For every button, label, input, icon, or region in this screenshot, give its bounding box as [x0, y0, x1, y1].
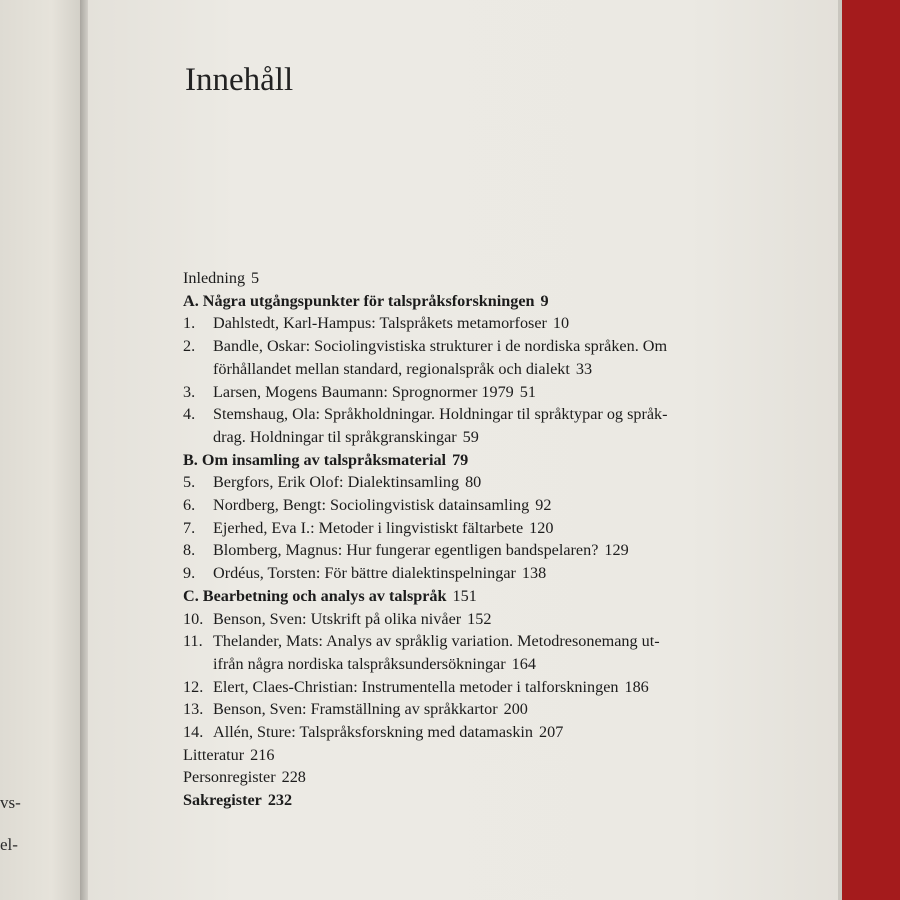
left-page-fragment: el-	[0, 835, 18, 854]
toc-entry-11-continuation	[183, 653, 773, 676]
toc-text: Allén, Sture: Talspråksforskning med datamaskin	[213, 723, 534, 742]
toc-page: 232	[267, 791, 293, 810]
toc-text: Benson, Sven: Utskrift på olika nivåer	[213, 609, 462, 628]
toc-page: 186	[624, 677, 649, 696]
toc-number: 14.	[183, 723, 204, 742]
toc-text: Elert, Claes-Christian: Instrumentella metoder i talforskningen	[213, 677, 619, 696]
toc-entry-11	[183, 630, 773, 653]
toc-text: Stemshaug, Ola: Språkholdningar. Holdningar til språktypar og språk-	[213, 405, 668, 424]
toc-number: 13.	[183, 700, 204, 719]
toc-page: 5	[251, 269, 260, 287]
toc-text: Larsen, Mogens Baumann: Sprognormer 1979	[213, 382, 514, 401]
toc-text: Thelander, Mats: Analys av språklig variation. Metodresonemang ut-	[213, 632, 660, 651]
toc-entry-1	[183, 312, 773, 335]
toc-text-continuation: förhållandet mellan standard, regionalspråk och dialekt	[213, 359, 570, 378]
toc-entry-5	[183, 471, 773, 494]
toc-section-b	[183, 449, 773, 472]
toc-text: Benson, Sven: Framställning av språkkartor	[213, 700, 498, 719]
toc-entry-4-continuation	[183, 426, 773, 449]
toc-text-continuation: ifrån några nordiska talspråksundersökningar	[213, 654, 506, 673]
toc-number: 12.	[183, 677, 204, 696]
left-page	[0, 0, 86, 900]
toc-text: Nordberg, Bengt: Sociolingvistisk datainsamling	[213, 496, 530, 515]
toc-section-c	[183, 585, 773, 608]
toc-entry-14	[183, 721, 773, 744]
page-edge	[838, 0, 842, 900]
toc-entry-9	[183, 562, 773, 585]
toc-entry-2-continuation	[183, 358, 773, 381]
toc-label: Inledning	[183, 269, 246, 287]
toc-number: 5.	[183, 473, 196, 492]
toc-text: Bergfors, Erik Olof: Dialektinsamling	[213, 473, 460, 492]
toc-entry-7	[183, 517, 773, 540]
toc-number: 1.	[183, 314, 196, 333]
toc-text: Blomberg, Magnus: Hur fungerar egentligen bandspelaren?	[213, 541, 599, 560]
toc-entry-intro	[183, 267, 773, 290]
toc-entry-6	[183, 494, 773, 517]
toc-page: 59	[462, 427, 479, 446]
toc-entry-12	[183, 676, 773, 699]
toc-label: Personregister	[183, 768, 276, 787]
toc-entry-13	[183, 698, 773, 721]
toc-page: 79	[452, 450, 469, 469]
toc-text-continuation: drag. Holdningar til språkgranskingar	[213, 427, 457, 446]
toc-page: 151	[452, 586, 477, 605]
toc-number: 3.	[183, 382, 196, 401]
left-page-fragment: vs-	[0, 793, 21, 812]
toc-number: 10.	[183, 609, 204, 628]
toc-number: 7.	[183, 518, 196, 537]
toc-page: 120	[529, 518, 554, 537]
toc-text: Dahlstedt, Karl-Hampus: Talspråkets metamorfoser	[213, 314, 547, 333]
toc-page: 33	[575, 359, 593, 378]
toc-page: 92	[535, 496, 552, 515]
toc-section-a	[183, 290, 773, 313]
toc-page: 80	[465, 473, 482, 492]
toc-number: 8.	[183, 541, 196, 560]
toc-number: 11.	[183, 632, 203, 651]
toc-page: 216	[250, 745, 275, 764]
toc-text: Ordéus, Torsten: För bättre dialektinspelningar	[213, 564, 516, 583]
toc-number: 6.	[183, 496, 196, 515]
toc-page: 200	[503, 700, 528, 719]
toc-label: Sakregister	[183, 791, 262, 810]
toc-text: Ejerhed, Eva I.: Metoder i lingvistiskt fältarbete	[213, 518, 524, 537]
toc-text: Bandle, Oskar: Sociolingvistiska strukturer i de nordiska språken. Om	[213, 337, 668, 356]
toc-entry-sakregister	[183, 789, 773, 812]
toc-entry-10	[183, 608, 773, 631]
toc-entry-personregister	[183, 766, 773, 789]
table-of-contents	[183, 267, 773, 812]
toc-number: 9.	[183, 564, 196, 583]
toc-section-label: C. Bearbetning och analys av talspråk	[183, 586, 447, 605]
toc-page: 129	[604, 541, 629, 560]
toc-page: 152	[467, 609, 492, 628]
toc-page: 9	[540, 291, 549, 310]
toc-entry-4	[183, 403, 773, 426]
toc-entry-litteratur	[183, 744, 773, 767]
toc-entry-2	[183, 335, 773, 358]
page-title: Innehåll	[185, 62, 294, 98]
toc-entry-3	[183, 381, 773, 404]
toc-page: 138	[521, 564, 547, 583]
toc-page: 10	[552, 314, 570, 333]
toc-number: 2.	[183, 337, 196, 356]
toc-entry-8	[183, 539, 773, 562]
toc-section-label: A. Några utgångspunkter för talspråksforskningen	[183, 291, 535, 310]
toc-page: 51	[519, 382, 536, 401]
toc-number: 4.	[183, 405, 196, 424]
toc-page: 207	[539, 723, 564, 742]
toc-label: Litteratur	[183, 745, 245, 764]
toc-page: 228	[281, 768, 306, 787]
toc-section-label: B. Om insamling av talspråksmaterial	[183, 450, 447, 469]
toc-page: 164	[511, 654, 536, 673]
